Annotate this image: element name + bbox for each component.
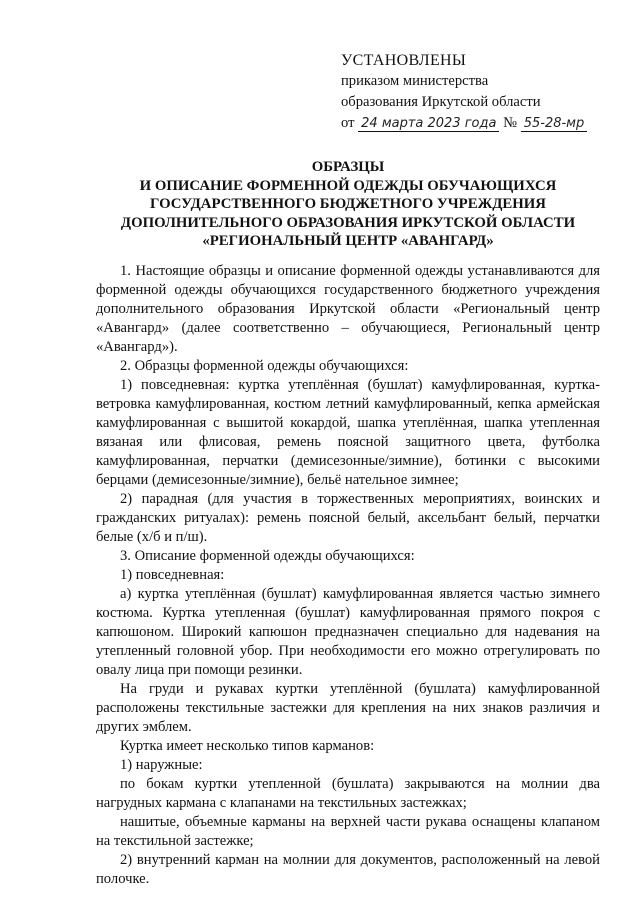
title-line-3: ГОСУДАРСТВЕННОГО БЮДЖЕТНОГО УЧРЕЖДЕНИЯ [150,196,546,212]
paragraph: 2) парадная (для участия в торжественных мероприятиях, воинских и гражданских ритуалах): ремень поясной белый, аксельбант белый, перчатки белые (х/б и п/ш). [96,491,600,545]
paragraph: а) куртка утеплённая (бушлат) камуфлированная является частью зимнего костюма. Куртка утепленная (бушлат) камуфлированная прямого покроя с капюшоном. Широкий капюшон предназначен специально для надевания на утепленный головной убор. При необходимости его можно отрегулировать по овалу лица при помощи резинки. [96,586,600,678]
title-line-2: И ОПИСАНИЕ ФОРМЕННОЙ ОДЕЖДЫ ОБУЧАЮЩИХСЯ [139,177,557,194]
approval-line-1: приказом министерства [341,73,489,89]
document-body [96,262,600,889]
paragraph: нашитые, объемные карманы на верхней части рукава оснащены клапаном на текстильной застежке; [96,814,600,849]
paragraph: 1) повседневная: куртка утеплённая (бушлат) камуфлированная, куртка-ветровка камуфлированная, костюм летний камуфлированный, кепка армейская камуфлированная с вышитой кокардой, шапка утеплённая, шапка утепленная вязаная или флисовая, ремень поясной защитного цвета, футболка камуфлированная, перчатки (демисезонные/зимние), ботинки с высокими берцами (демисезонные/зимние), бельё нательное зимнее; [96,377,600,488]
handwritten-date: 24 марта 2023 года [358,116,499,132]
approval-heading: УСТАНОВЛЕНЫ [341,52,467,69]
document-title [96,158,600,251]
title-line-1: ОБРАЗЦЫ [311,159,385,175]
paragraph: 3. Описание форменной одежды обучающихся: [120,548,415,564]
title-line-5: «РЕГИОНАЛЬНЫЙ ЦЕНТР «АВАНГАРД» [202,233,494,249]
paragraph: На груди и рукавах куртки утеплённой (бушлата) камуфлированной расположены текстильные застежки для крепления на них знаков различия и других эмблем. [96,681,600,735]
paragraph: 1) наружные: [120,757,203,773]
approval-date-number-line [341,113,601,134]
paragraph: 1. Настоящие образцы и описание форменной одежды устанавливаются для форменной одежды обучающихся государственного бюджетного учреждения дополнительного образования Иркутской области «Региональный центр «Авангард» (далее соответственно – обучающиеся, Региональный центр «Авангард»). [96,263,600,355]
approval-block [341,50,601,134]
paragraph: Куртка имеет несколько типов карманов: [120,738,375,754]
handwritten-number: 55-28-мр [521,116,588,132]
paragraph: по бокам куртки утепленной (бушлата) закрываются на молнии два нагрудных кармана с клапанами на текстильных застежках; [96,776,600,811]
paragraph: 1) повседневная: [120,567,225,583]
approval-from-label: от [341,115,355,131]
approval-line-2: образования Иркутской области [341,94,541,110]
approval-number-label: № [503,115,518,131]
title-line-4: ДОПОЛНИТЕЛЬНОГО ОБРАЗОВАНИЯ ИРКУТСКОЙ ОБЛАСТИ [120,214,576,231]
paragraph: 2. Образцы форменной одежды обучающихся: [120,358,409,374]
paragraph: 2) внутренний карман на молнии для документов, расположенный на левой полочке. [96,852,600,887]
